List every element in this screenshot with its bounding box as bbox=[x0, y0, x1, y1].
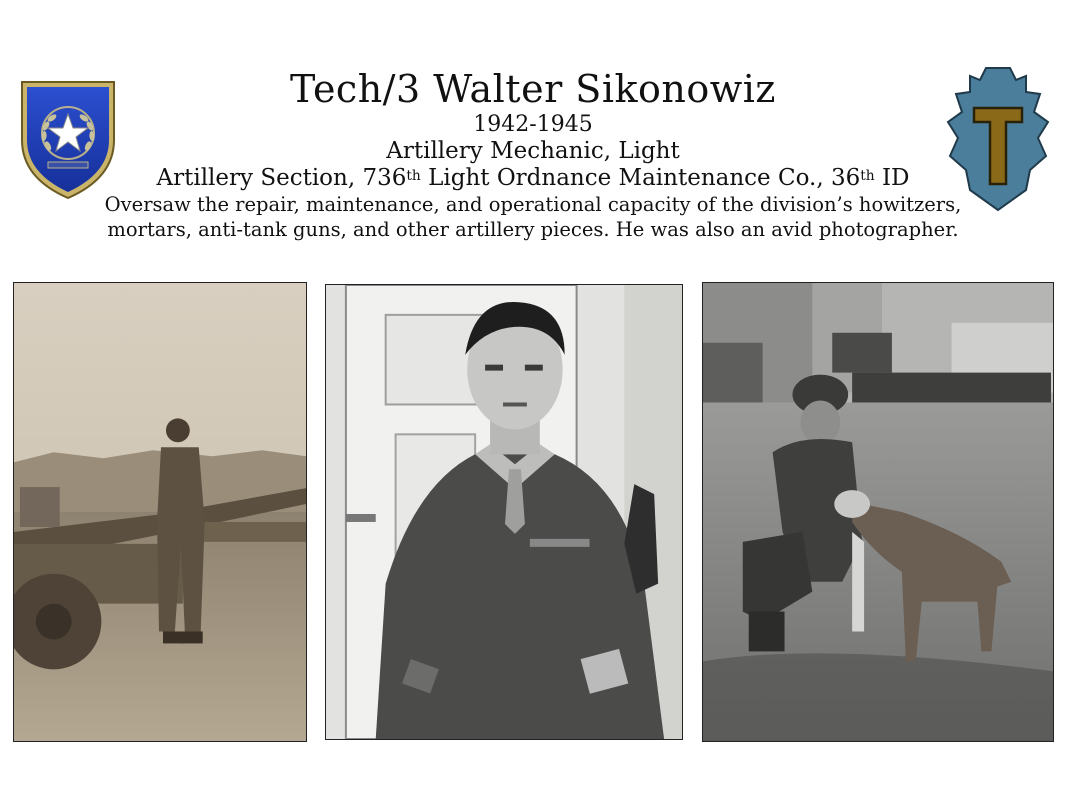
page-title: Tech/3 Walter Sikonowiz bbox=[290, 67, 776, 111]
description-line-1: Oversaw the repair, maintenance, and operational capacity of the division’s howitzers, bbox=[104, 193, 962, 216]
unit-line: Artillery Section, 736th Light Ordnance Maintenance Co., 36th ID bbox=[156, 165, 910, 191]
service-years: 1942-1945 bbox=[473, 112, 593, 137]
soldier-with-dog-in-street-photo bbox=[702, 282, 1054, 742]
header bbox=[0, 66, 1066, 242]
description-line-2: mortars, anti-tank guns, and other artillery pieces. He was also an avid photographer. bbox=[107, 218, 959, 241]
soldier-with-artillery-gun-photo bbox=[13, 282, 307, 742]
job-title: Artillery Mechanic, Light bbox=[386, 138, 680, 164]
soldier-portrait-photo bbox=[325, 284, 683, 740]
